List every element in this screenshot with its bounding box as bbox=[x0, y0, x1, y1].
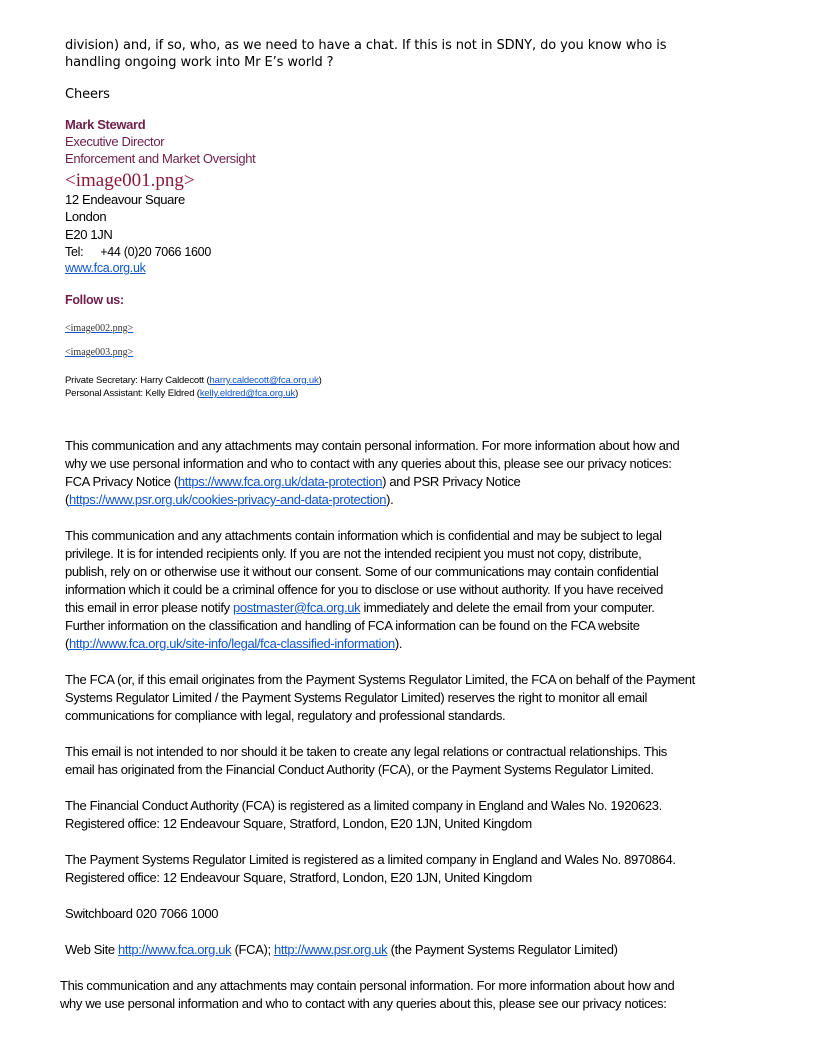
monitoring-text-line: The FCA (or, if this email originates from the Payment Systems Regulator Limited, the FCA on behalf of the Payment bbox=[65, 672, 695, 687]
fca-registration-line: The Financial Conduct Authority (FCA) is registered as a limited company in England and Wales No. 1920623. bbox=[65, 798, 662, 813]
fca-registration-line: Registered office: 12 Endeavour Square, Stratford, London, E20 1JN, United Kingdom bbox=[65, 816, 532, 831]
monitoring-text-line: Systems Regulator Limited / the Payment Systems Regulator Limited) reserves the right to monitor all email bbox=[65, 690, 648, 705]
privacy-text-line bbox=[65, 491, 393, 509]
fca-privacy-label: FCA Privacy Notice ( bbox=[65, 474, 178, 489]
fca-website-link[interactable]: www.fca.org.uk bbox=[65, 261, 146, 275]
address-line: London bbox=[65, 209, 107, 224]
telephone-line bbox=[65, 244, 211, 262]
postmaster-email-link[interactable]: postmaster@fca.org.uk bbox=[233, 600, 361, 615]
privacy-text-line bbox=[65, 473, 520, 491]
telephone-number: +44 (0)20 7066 1600 bbox=[100, 245, 211, 259]
legal-relations-text-line: This email is not intended to nor should it be taken to create any legal relations or contractual relationships. This bbox=[65, 744, 667, 759]
confidential-text-line: privilege. It is for intended recipients only. If you are not the intended recipient you must not copy, distribute, bbox=[65, 546, 642, 561]
fca-site-link[interactable]: http://www.fca.org.uk bbox=[117, 942, 232, 957]
social-image-row bbox=[65, 322, 133, 335]
notify-suffix: immediately and delete the email from your computer. bbox=[360, 600, 655, 615]
fca-privacy-link[interactable]: https://www.fca.org.uk/data-protection bbox=[177, 474, 383, 489]
open-paren: ( bbox=[65, 492, 69, 507]
personal-assistant-label: Personal Assistant: Kelly Eldred ( bbox=[65, 388, 200, 399]
signature-name: Mark Steward bbox=[65, 117, 146, 132]
email-body-line: division) and, if so, who, as we need to have a chat. If this is not in SDNY, do you know who is bbox=[65, 38, 667, 53]
psr-registration-line: Registered office: 12 Endeavour Square, Stratford, London, E20 1JN, United Kingdom bbox=[65, 870, 532, 885]
website-label: Web Site bbox=[65, 942, 118, 957]
psr-privacy-label: ) and PSR Privacy Notice bbox=[382, 474, 521, 489]
social-image-link-placeholder[interactable]: <image003.png> bbox=[65, 347, 134, 358]
close-paren: ). bbox=[394, 636, 403, 651]
privacy-repeat-line: This communication and any attachments may contain personal information. For more information about how and bbox=[60, 978, 675, 993]
email-closing: Cheers bbox=[65, 87, 110, 102]
confidential-text-line bbox=[65, 599, 655, 617]
personal-assistant-line bbox=[65, 387, 298, 400]
private-secretary-email-link[interactable]: harry.caldecott@fca.org.uk bbox=[209, 375, 319, 386]
close-paren: ). bbox=[386, 492, 394, 507]
address-line: E20 1JN bbox=[65, 227, 113, 242]
email-body-line: handling ongoing work into Mr E’s world ? bbox=[65, 55, 334, 70]
social-image-link-placeholder[interactable]: <image002.png> bbox=[65, 323, 134, 334]
confidential-text-line: Further information on the classification and handling of FCA information can be found on the FCA website bbox=[65, 618, 640, 633]
close-paren: ) bbox=[318, 375, 322, 386]
confidential-text-line bbox=[65, 635, 402, 653]
signature-website-row bbox=[65, 260, 146, 278]
website-line bbox=[65, 941, 618, 959]
fca-logo-placeholder: <image001.png> bbox=[65, 170, 195, 191]
private-secretary-line bbox=[65, 374, 322, 387]
legal-relations-text-line: email has originated from the Financial Conduct Authority (FCA), or the Payment Systems Regulator Limited. bbox=[65, 762, 654, 777]
psr-site-link[interactable]: http://www.psr.org.uk bbox=[274, 942, 388, 957]
private-secretary-label: Private Secretary: Harry Caldecott ( bbox=[65, 375, 210, 386]
address-line: 12 Endeavour Square bbox=[65, 192, 185, 207]
notify-label: this email in error please notify bbox=[65, 600, 234, 615]
psr-privacy-link[interactable]: https://www.psr.org.uk/cookies-privacy-and-data-protection bbox=[68, 492, 387, 507]
social-image-row bbox=[65, 346, 133, 359]
confidential-text-line: This communication and any attachments contain information which is confidential and may be subject to legal bbox=[65, 528, 662, 543]
privacy-repeat-line: why we use personal information and who to contact with any queries about this, please see our privacy notices: bbox=[60, 996, 667, 1011]
monitoring-text-line: communications for compliance with legal, regulatory and professional standards. bbox=[65, 708, 506, 723]
switchboard-line: Switchboard 020 7066 1000 bbox=[65, 906, 219, 921]
fca-classified-info-link[interactable]: http://www.fca.org.uk/site-info/legal/fca-classified-information bbox=[68, 636, 395, 651]
confidential-text-line: information which it could be a criminal offence for you to disclose or use without authority. If you have received bbox=[65, 582, 664, 597]
follow-us-label: Follow us: bbox=[65, 293, 124, 307]
open-paren: ( bbox=[65, 636, 69, 651]
telephone-label: Tel: bbox=[65, 245, 84, 259]
confidential-text-line: publish, rely on or otherwise use it without our consent. Some of our communications may contain confidential bbox=[65, 564, 659, 579]
fca-site-suffix: (FCA); bbox=[231, 942, 275, 957]
close-paren: ) bbox=[295, 388, 299, 399]
privacy-text-line: This communication and any attachments may contain personal information. For more information about how and bbox=[65, 438, 680, 453]
personal-assistant-email-link[interactable]: kelly.eldred@fca.org.uk bbox=[199, 388, 296, 399]
signature-title: Executive Director bbox=[65, 134, 165, 149]
psr-site-suffix: (the Payment Systems Regulator Limited) bbox=[387, 942, 618, 957]
signature-department: Enforcement and Market Oversight bbox=[65, 151, 256, 166]
privacy-text-line: why we use personal information and who to contact with any queries about this, please see our privacy notices: bbox=[65, 456, 672, 471]
psr-registration-line: The Payment Systems Regulator Limited is registered as a limited company in England and Wales No. 8970864. bbox=[65, 852, 676, 867]
